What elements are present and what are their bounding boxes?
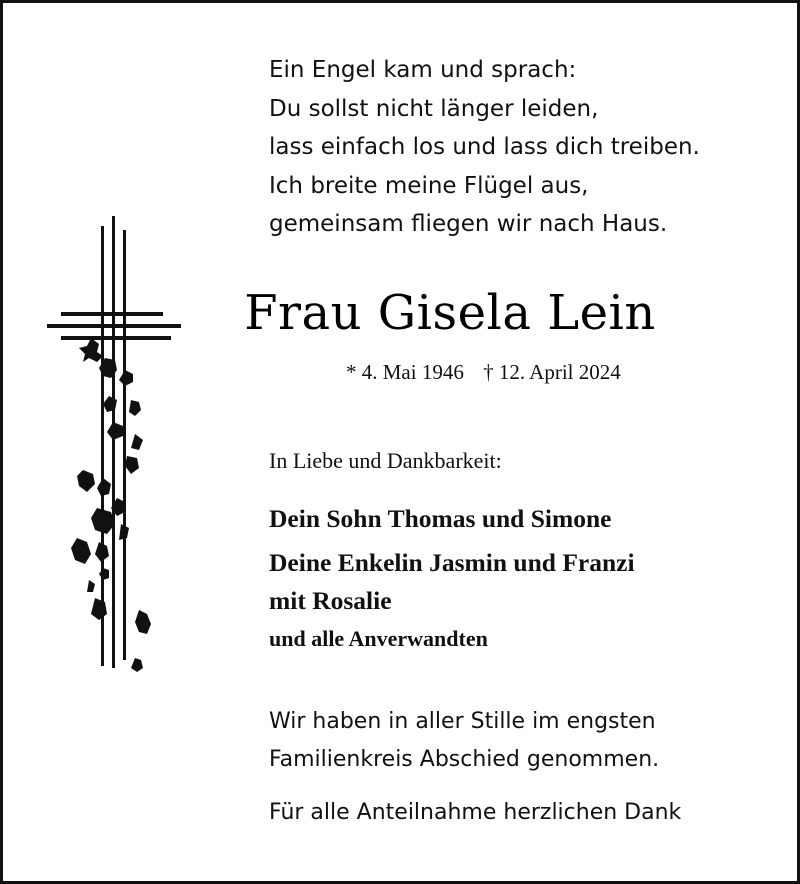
poem-line: lass einfach los und lass dich treiben. (269, 134, 700, 160)
mourners-list (269, 500, 635, 656)
life-dates (346, 360, 635, 385)
poem-line: Ein Engel kam und sprach: (269, 57, 577, 83)
mourner-line: Dein Sohn Thomas und Simone (269, 504, 612, 533)
poem (269, 51, 700, 244)
closing-line: Wir haben in aller Stille im engsten (269, 709, 656, 734)
mourner-line: und alle Anverwandten (269, 626, 488, 651)
birth-date: * 4. Mai 1946 (346, 360, 464, 384)
mourners-intro: In Liebe und Dankbarkeit: (269, 448, 502, 473)
thanks-line: Für alle Anteilnahme herzlichen Dank (269, 800, 682, 825)
mourner-line: Deine Enkelin Jasmin und Franzi (269, 548, 635, 577)
poem-line: gemeinsam fliegen wir nach Haus. (269, 211, 668, 237)
poem-line: Du sollst nicht länger leiden, (269, 95, 599, 122)
death-date: † 12. April 2024 (483, 360, 621, 384)
cross-with-ivy-icon (43, 208, 188, 683)
deceased-name: Frau Gisela Lein (244, 285, 656, 341)
closing-text (269, 703, 659, 779)
closing-line: Familienkreis Abschied genommen. (269, 747, 660, 772)
mourner-line: mit Rosalie (269, 586, 392, 615)
poem-line: Ich breite meine Flügel aus, (269, 172, 589, 199)
